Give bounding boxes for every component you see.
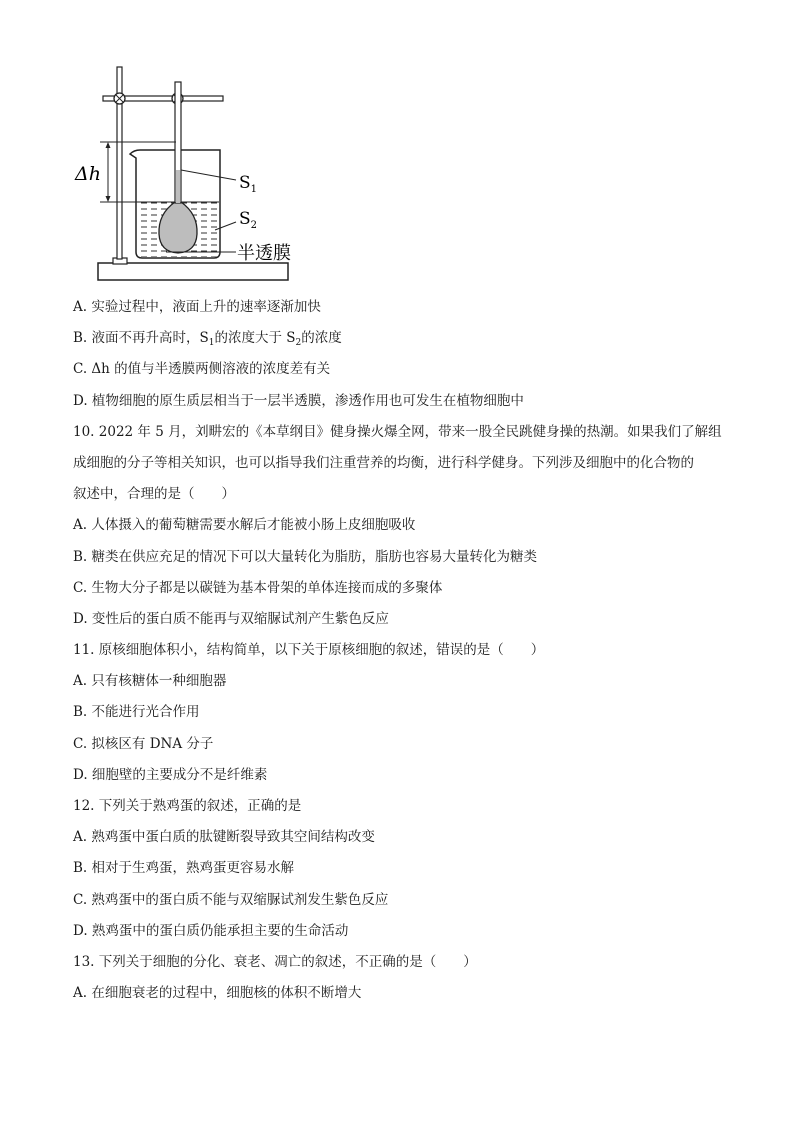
q11-option-b: B. 不能进行光合作用 [73, 704, 200, 721]
q9-option-d: D. 植物细胞的原生质层相当于一层半透膜，渗透作用也可发生在植物细胞中 [73, 392, 524, 409]
q13-option-a: A. 在细胞衰老的过程中，细胞核的体积不断增大 [73, 985, 362, 1002]
q10-option-a: A. 人体摄入的葡萄糖需要水解后才能被小肠上皮细胞吸收 [73, 517, 416, 534]
q10-stem-line3: 叙述中，合理的是（ ） [73, 486, 235, 503]
q9-option-b: B. 液面不再升高时，$S_1$的浓度大于 $S_2$的浓度 [73, 330, 342, 349]
label-delta-h: Δh [75, 163, 101, 185]
q12-option-a: A. 熟鸡蛋中蛋白质的肽键断裂导致其空间结构改变 [73, 829, 375, 846]
q11-stem: 11. 原核细胞体积小，结构简单，以下关于原核细胞的叙述，错误的是（ ） [73, 642, 545, 659]
q10-stem-line2: 成细胞的分子等相关知识，也可以指导我们注重营养的均衡，进行科学健身。下列涉及细胞中的化合物的 [73, 454, 694, 471]
q12-stem: 12. 下列关于熟鸡蛋的叙述，正确的是 [73, 798, 302, 814]
q10-option-b: B. 糖类在供应充足的情况下可以大量转化为脂肪，脂肪也容易大量转化为糖类 [73, 548, 538, 565]
q12-option-d: D. 熟鸡蛋中的蛋白质仍能承担主要的生命活动 [73, 922, 349, 939]
q13-stem: 13. 下列关于细胞的分化、衰老、凋亡的叙述，不正确的是（ ） [73, 953, 477, 970]
q11-option-c: C. 拟核区有 DNA 分子 [73, 735, 214, 752]
q10-option-d: D. 变性后的蛋白质不能再与双缩脲试剂产生紫色反应 [73, 610, 389, 627]
q11-option-d: D. 细胞壁的主要成分不是纤维素 [73, 766, 268, 783]
stand-base [98, 263, 288, 280]
question-text [73, 292, 754, 1009]
osmosis-apparatus-diagram [70, 62, 320, 284]
q9-option-c: C. Δh 的值与半透膜两侧溶液的浓度差有关 [73, 361, 331, 378]
label-membrane: 半透膜 [237, 243, 291, 264]
q12-option-b: B. 相对于生鸡蛋，熟鸡蛋更容易水解 [73, 860, 295, 877]
q10-option-c: C. 生物大分子都是以碳链为基本骨架的单体连接而成的多聚体 [73, 579, 443, 596]
q9-option-a: A. 实验过程中，液面上升的速率逐渐加快 [73, 299, 321, 315]
q12-option-c: C. 熟鸡蛋中的蛋白质不能与双缩脲试剂发生紫色反应 [73, 891, 389, 908]
label-s1: $S_1$ [239, 173, 258, 195]
label-s2: $S_2$ [239, 209, 258, 231]
q11-option-a: A. 只有核糖体一种细胞器 [73, 673, 227, 690]
osmosis-apparatus-figure [70, 62, 320, 284]
q10-stem-line1: 10. 2022 年 5 月，刘畊宏的《本草纲目》健身操火爆全网，带来一股全民跳健身操的热潮。如果我们了解组 [73, 423, 722, 440]
